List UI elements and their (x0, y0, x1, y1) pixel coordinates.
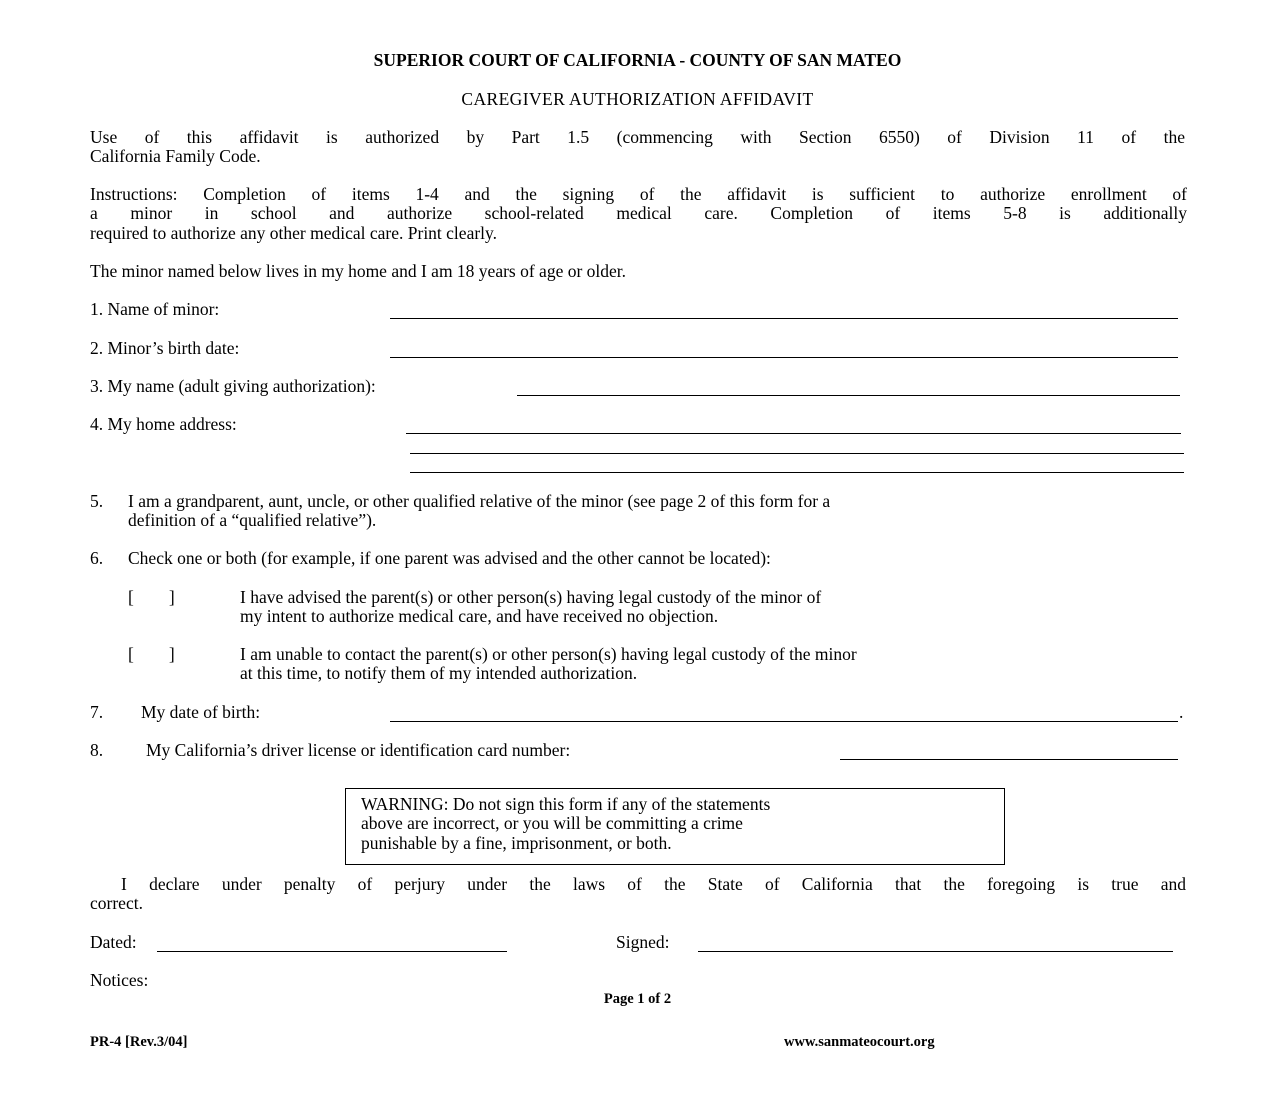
warning-line-1: WARNING: Do not sign this form if any of the statements (361, 794, 771, 814)
notices-label: Notices: (90, 970, 149, 990)
option-parents-advised-line-2: my intent to authorize medical care, and have received no objection. (240, 606, 719, 626)
court-heading: SUPERIOR COURT OF CALIFORNIA - COUNTY OF SAN MATEO (373, 50, 902, 70)
declaration-line-2: correct. (90, 893, 143, 913)
instructions-line-1: Instructions: Completion of items 1-4 and the signing of the affidavit is sufficient to authorize enrollment of (90, 184, 1187, 204)
warning-line-2: above are incorrect, or you will be committing a crime (361, 813, 743, 833)
license-number-field[interactable] (840, 742, 1178, 760)
residence-statement: The minor named below lives in my home and I am 18 years of age or older. (90, 261, 627, 281)
instructions-line-2: a minor in school and authorize school-related medical care. Completion of items 5-8 is additionally (90, 203, 1187, 223)
minor-birth-date-field[interactable] (390, 340, 1178, 358)
checkbox-parents-advised[interactable]: [ ] (128, 587, 175, 607)
warning-box (345, 788, 1005, 865)
option-unable-to-contact-line-1: I am unable to contact the parent(s) or other person(s) having legal custody of the minor (240, 644, 857, 664)
item-5-line-2: definition of a “qualified relative”). (128, 510, 377, 530)
home-address-line-3[interactable] (410, 455, 1184, 473)
item-7-label: My date of birth: (141, 702, 261, 722)
warning-line-3: punishable by a fine, imprisonment, or both. (361, 833, 672, 853)
form-id: PR-4 [Rev.3/04] (90, 1034, 188, 1050)
intro-line-1: Use of this affidavit is authorized by Part 1.5 (commencing with Section 6550) of Division 11 of the (90, 127, 1185, 147)
form-title: CAREGIVER AUTHORIZATION AFFIDAVIT (461, 89, 814, 109)
caregiver-birth-date-field[interactable] (390, 704, 1178, 722)
home-address-line-2[interactable] (410, 436, 1184, 454)
item-4-label: 4. My home address: (90, 414, 237, 434)
dated-field[interactable] (157, 934, 507, 952)
option-parents-advised-line-1: I have advised the parent(s) or other person(s) having legal custody of the minor of (240, 587, 822, 607)
declaration-line-1: I declare under penalty of perjury under the laws of the State of California that the foregoing is true and (121, 874, 1186, 894)
option-unable-to-contact-line-2: at this time, to notify them of my intended authorization. (240, 663, 638, 683)
item-5-line-1: I am a grandparent, aunt, uncle, or other qualified relative of the minor (see page 2 of this form for a (128, 491, 831, 511)
item-5-number: 5. (90, 491, 104, 511)
checkbox-unable-to-contact[interactable]: [ ] (128, 644, 175, 664)
instructions-line-3: required to authorize any other medical care. Print clearly. (90, 223, 498, 243)
item-7-number: 7. (90, 702, 104, 722)
minor-name-field[interactable] (390, 301, 1178, 319)
signed-label: Signed: (616, 932, 670, 952)
item-2-label: 2. Minor’s birth date: (90, 338, 240, 358)
home-address-line-1[interactable] (406, 416, 1181, 434)
item-8-number: 8. (90, 740, 104, 760)
dated-label: Dated: (90, 932, 137, 952)
item-8-label: My California’s driver license or identification card number: (146, 740, 571, 760)
item-1-label: 1. Name of minor: (90, 299, 220, 319)
item-7-period: . (1179, 702, 1184, 722)
caregiver-name-field[interactable] (517, 378, 1180, 396)
signature-field[interactable] (698, 934, 1173, 952)
item-3-label: 3. My name (adult giving authorization): (90, 376, 376, 396)
intro-line-2: California Family Code. (90, 146, 261, 166)
page-number: Page 1 of 2 (603, 991, 672, 1007)
item-6-number: 6. (90, 548, 104, 568)
item-6-text: Check one or both (for example, if one parent was advised and the other cannot be located): (128, 548, 771, 568)
court-website[interactable]: www.sanmateocourt.org (784, 1034, 935, 1050)
